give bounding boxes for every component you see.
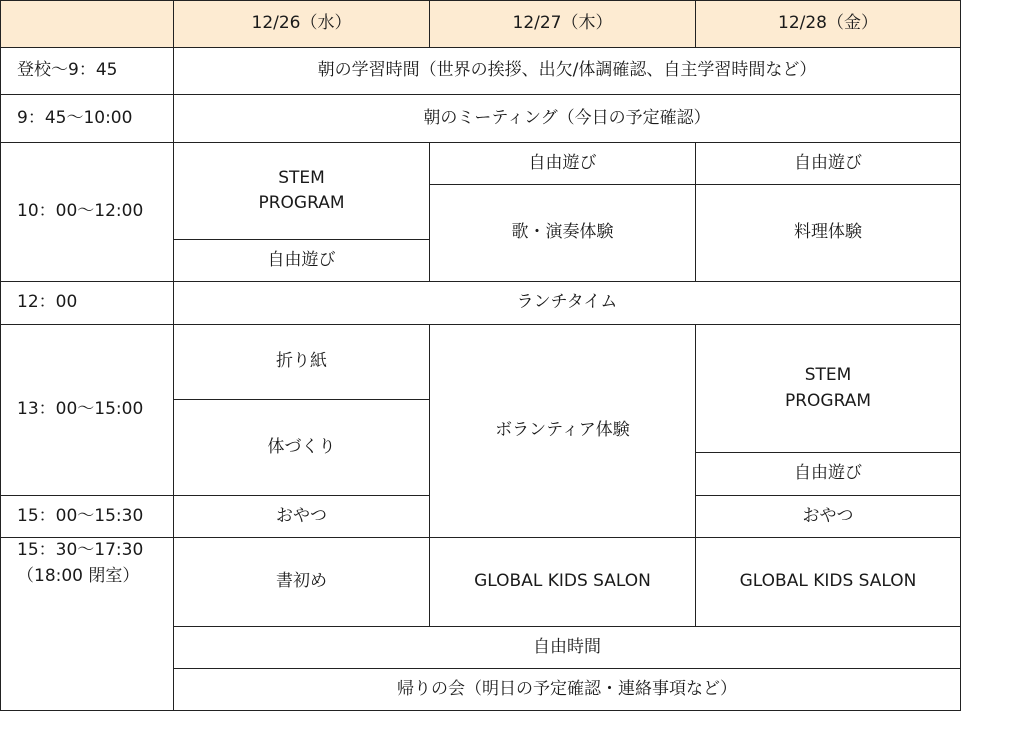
activity-calligraphy-1226: 書初め (173, 537, 430, 627)
activity-music-1227: 歌・演奏体験 (429, 184, 696, 282)
activity-free-play-1228-pm: 自由遊び (695, 452, 961, 496)
activity-free-play-1228-am: 自由遊び (695, 142, 961, 185)
activity-free-play-1227-am: 自由遊び (429, 142, 696, 185)
activity-global-kids-salon-1228: GLOBAL KIDS SALON (695, 537, 961, 627)
time-cell-1530 (0, 537, 174, 711)
activity-stem-program-1228: STEM PROGRAM (695, 324, 961, 453)
activity-global-kids-salon-1227: GLOBAL KIDS SALON (429, 537, 696, 627)
activity-snack-1228: おやつ (695, 495, 961, 538)
header-corner (0, 0, 174, 48)
header-day-1227: 12/27（木） (429, 0, 696, 48)
activity-snack-1226: おやつ (173, 495, 430, 538)
activity-morning-study: 朝の学習時間（世界の挨拶、出欠/体調確認、自主学習時間など） (173, 47, 961, 95)
activity-volunteer-1227: ボランティア体験 (429, 324, 696, 538)
time-range-label: 15：30〜17:30 (17, 540, 144, 560)
activity-free-play-1226-am: 自由遊び (173, 239, 430, 282)
activity-free-time: 自由時間 (173, 626, 961, 669)
time-cell-1300: 13：00〜15:00 (0, 324, 174, 496)
activity-origami-1226: 折り紙 (173, 324, 430, 400)
time-cell-0945: 9：45〜10:00 (0, 94, 174, 143)
time-cell-1000: 10：00〜12:00 (0, 142, 174, 282)
activity-stem-program-1226: STEM PROGRAM (173, 142, 430, 240)
time-cell-arrival: 登校〜9：45 (0, 47, 174, 95)
activity-morning-meeting: 朝のミーティング（今日の予定確認） (173, 94, 961, 143)
header-day-1226: 12/26（水） (173, 0, 430, 48)
activity-body-building-1226: 体づくり (173, 399, 430, 496)
activity-closing-meeting: 帰りの会（明日の予定確認・連絡事項など） (173, 668, 961, 711)
time-cell-1200: 12：00 (0, 281, 174, 325)
time-cell-1500: 15：00〜15:30 (0, 495, 174, 538)
header-day-1228: 12/28（金） (695, 0, 961, 48)
activity-cooking-1228: 料理体験 (695, 184, 961, 282)
activity-lunch: ランチタイム (173, 281, 961, 325)
closing-time-note: （18:00 閉室） (17, 565, 140, 586)
